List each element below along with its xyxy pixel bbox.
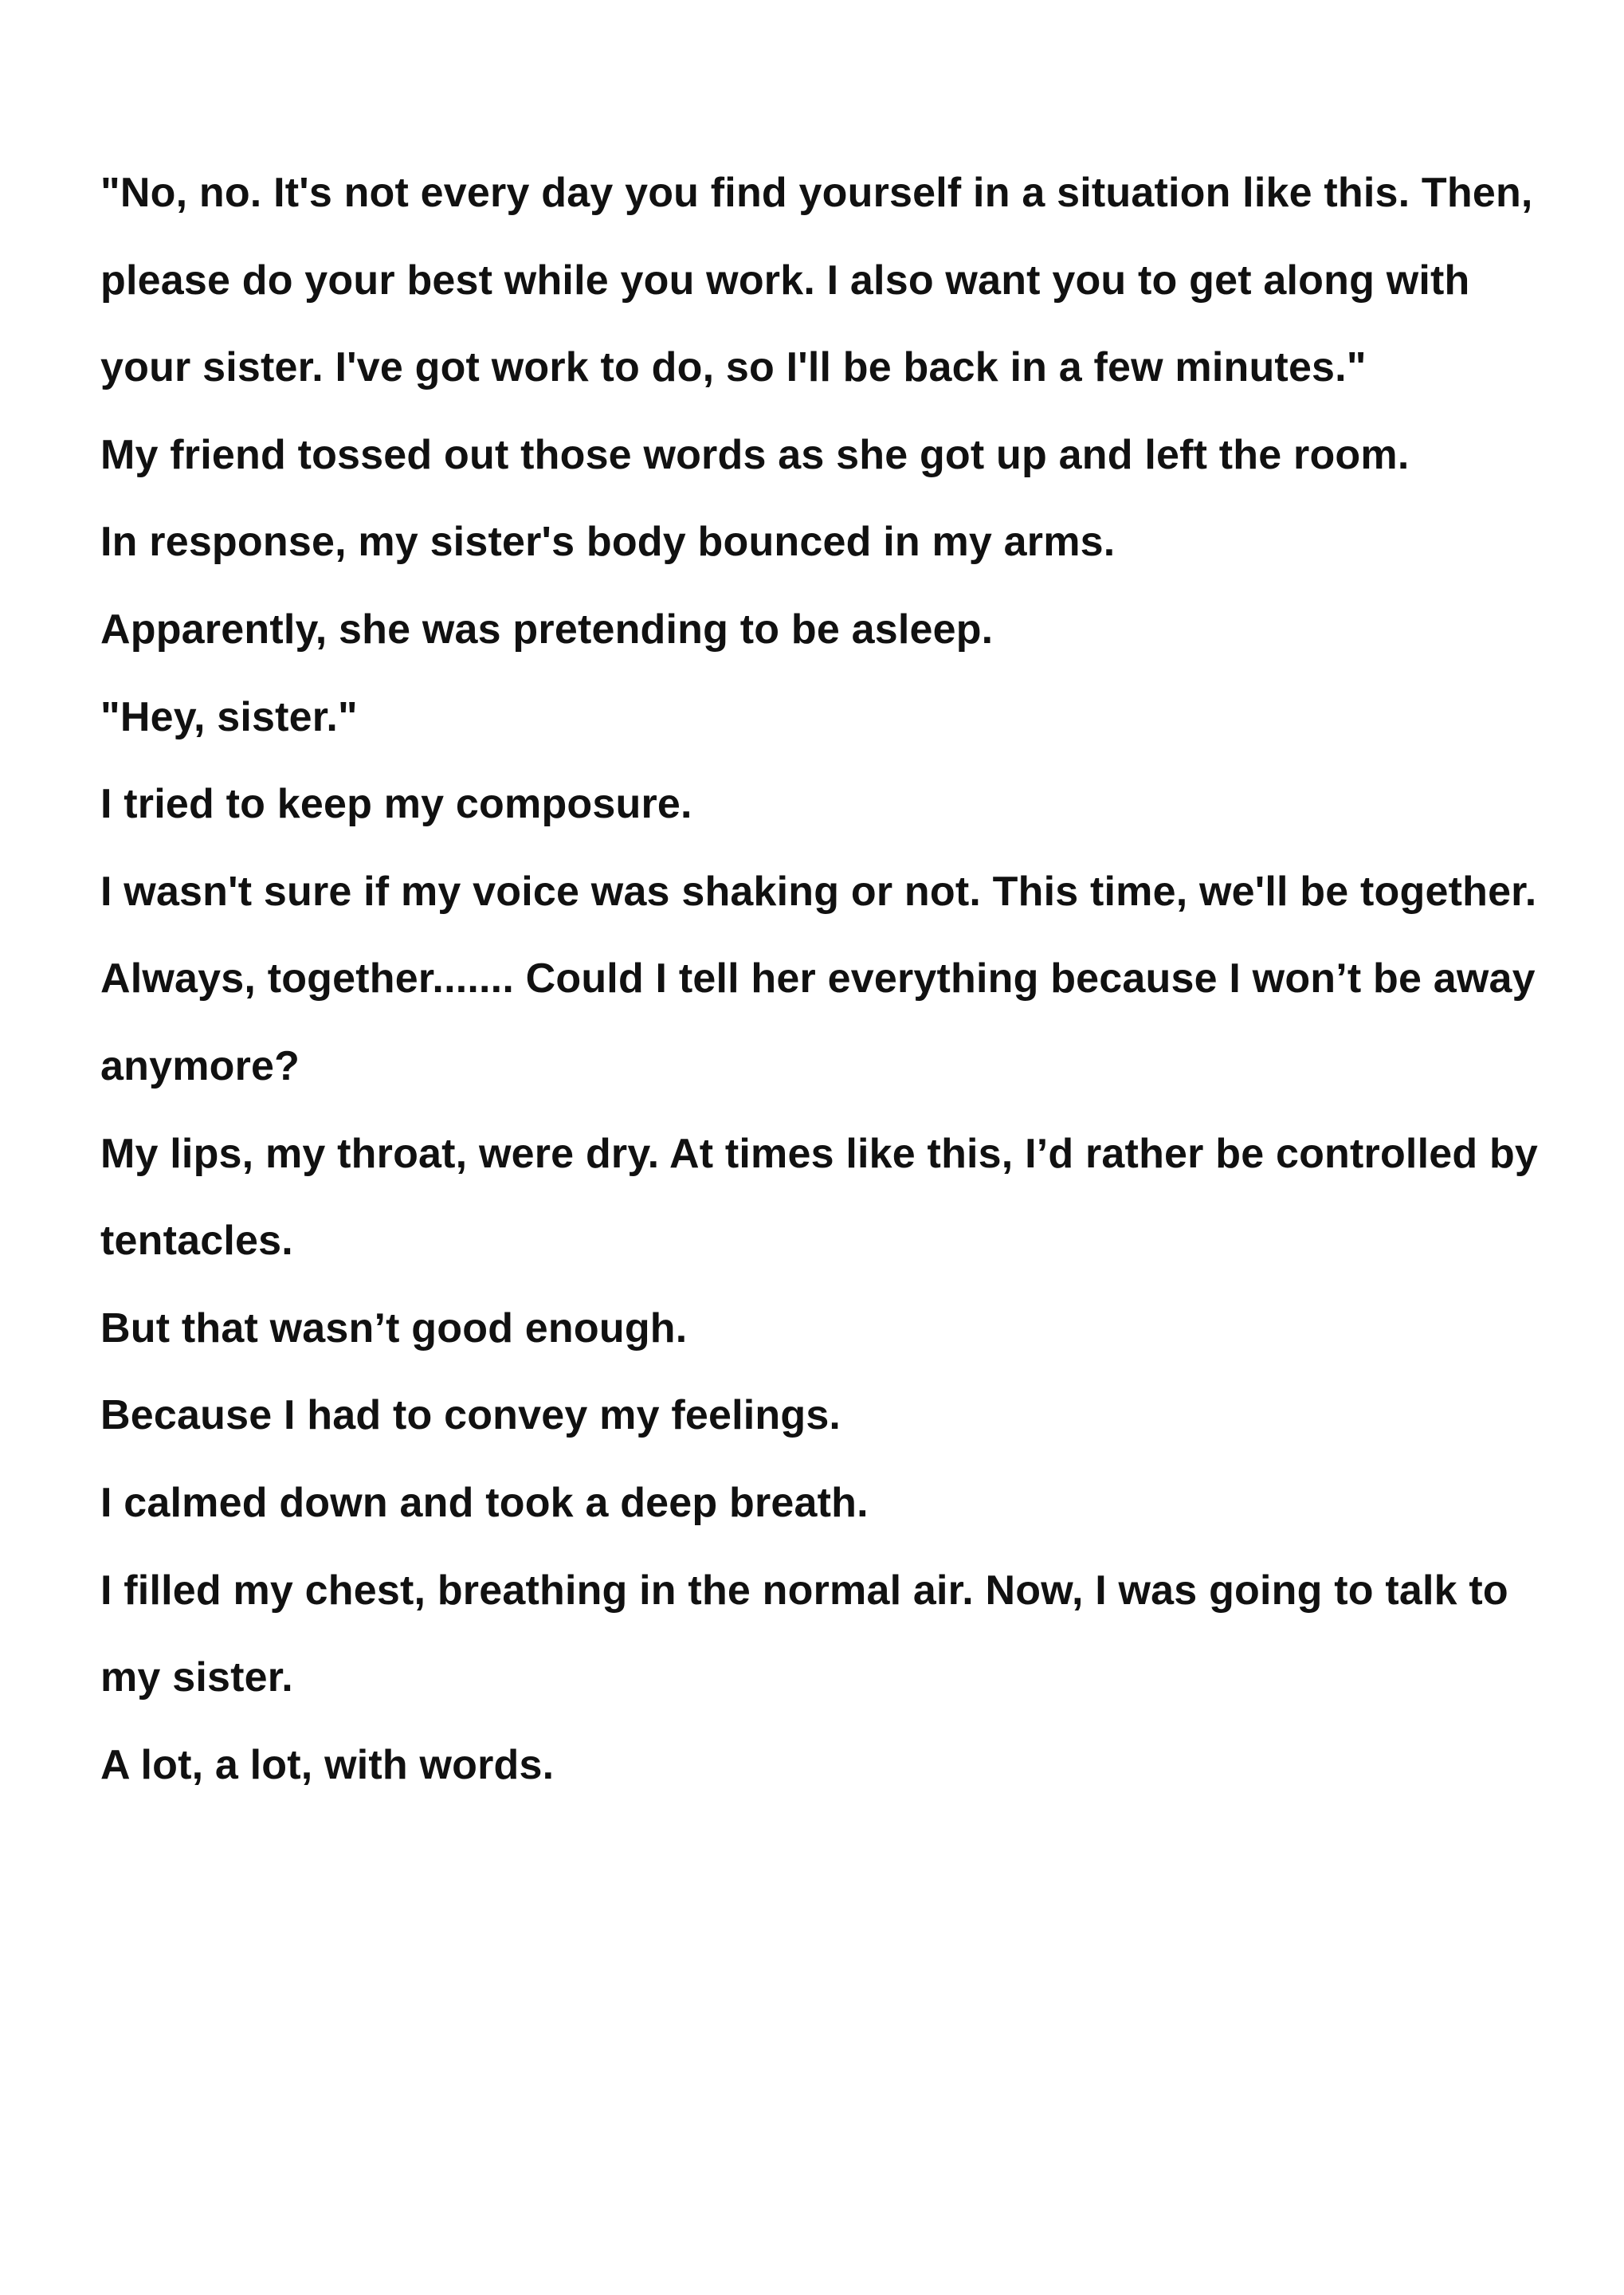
paragraph: My friend tossed out those words as she got up and left the room. — [100, 431, 1410, 478]
paragraph: Apparently, she was pretending to be asleep. — [100, 606, 994, 653]
paragraph: "No, no. It's not every day you find yourself in a situation like this. Then, please do your best while you work. I also want you to get along with your sister. I've got work to do, so I'll be back in a few minutes." — [100, 170, 1545, 391]
paragraph: "Hey, sister." — [100, 693, 358, 740]
paragraph: But that wasn’t good enough. — [100, 1304, 688, 1352]
paragraph: In response, my sister's body bounced in my arms. — [100, 519, 1116, 566]
paragraph: I wasn't sure if my voice was shaking or not. This time, we'll be together. Always, together....... Could I tell her everything because I won’t be away anymore? — [100, 868, 1548, 1089]
paragraph: My lips, my throat, were dry. At times like this, I’d rather be controlled by tentacles. — [100, 1130, 1550, 1265]
paragraph: I calmed down and took a deep breath. — [100, 1479, 869, 1526]
paragraph: I filled my chest, breathing in the normal air. Now, I was going to talk to my sister. — [100, 1567, 1520, 1701]
body-text — [100, 150, 1559, 1809]
paragraph: Because I had to convey my feelings. — [100, 1392, 841, 1439]
paragraph: I tried to keep my composure. — [100, 781, 692, 828]
paragraph: A lot, a lot, with words. — [100, 1741, 555, 1788]
